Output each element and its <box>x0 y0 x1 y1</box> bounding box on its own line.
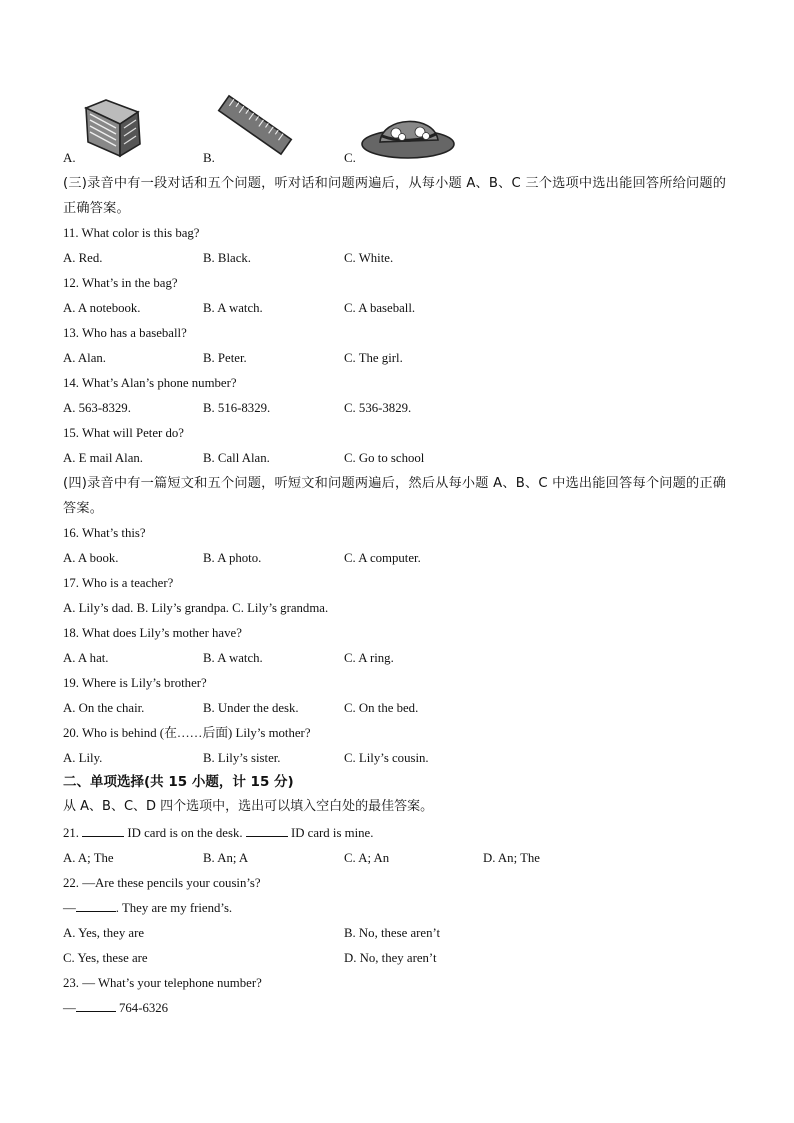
option-c[interactable]: C. A; An <box>344 851 390 865</box>
question-12-options <box>63 299 763 317</box>
question-17: 17. Who is a teacher? <box>63 576 174 590</box>
question-21 <box>63 824 373 842</box>
picture-options-row <box>0 88 794 168</box>
question-18: 18. What does Lily’s mother have? <box>63 626 242 640</box>
question-15-options <box>63 449 763 467</box>
option-a[interactable]: A. Yes, they are <box>63 926 145 940</box>
question-19: 19. Where is Lily’s brother? <box>63 676 207 690</box>
ruler-icon <box>215 90 295 160</box>
option-c[interactable]: C. Go to school <box>344 451 425 465</box>
question-20: 20. Who is behind (在……后面) Lily’s mother? <box>63 726 311 740</box>
answer-blank[interactable] <box>82 824 124 837</box>
answer-text: . They are my friend’s. <box>115 901 233 915</box>
picture-option-a-label: A. <box>63 150 76 165</box>
question-22-options-row-1 <box>63 924 763 942</box>
question-13-options <box>63 349 763 367</box>
option-b[interactable]: B. A photo. <box>203 551 262 565</box>
question-21-options <box>63 849 763 867</box>
picture-option-c-label: C. <box>344 150 356 165</box>
option-a[interactable]: A. On the chair. <box>63 701 145 715</box>
option-d[interactable]: D. No, they aren’t <box>344 951 437 965</box>
option-a[interactable]: A. A notebook. <box>63 301 141 315</box>
dash: — <box>63 901 76 915</box>
option-b[interactable]: B. Call Alan. <box>203 451 270 465</box>
question-text: ID card is mine. <box>290 826 374 840</box>
answer-text: 764-6326 <box>115 1001 169 1015</box>
question-13: 13. Who has a baseball? <box>63 326 187 340</box>
question-14-options <box>63 399 763 417</box>
option-c[interactable]: C. Lily’s cousin. <box>344 751 429 765</box>
option-a[interactable]: A. Red. <box>63 251 103 265</box>
option-b[interactable]: B. No, these aren’t <box>344 926 441 940</box>
question-12: 12. What’s in the bag? <box>63 276 178 290</box>
picture-option-b-label: B. <box>203 150 215 165</box>
option-c[interactable]: C. A baseball. <box>344 301 416 315</box>
option-b[interactable]: B. A watch. <box>203 651 263 665</box>
option-d[interactable]: D. An; The <box>483 851 540 865</box>
option-b[interactable]: B. Black. <box>203 251 251 265</box>
option-c[interactable]: C. Yes, these are <box>63 951 148 965</box>
hat-icon <box>358 106 458 164</box>
book-icon <box>78 90 148 160</box>
dash: — <box>63 1001 76 1015</box>
question-15: 15. What will Peter do? <box>63 426 184 440</box>
question-22: 22. —Are these pencils your cousin’s? <box>63 876 261 890</box>
option-b[interactable]: B. Under the desk. <box>203 701 299 715</box>
question-22-answer-line <box>63 899 232 917</box>
option-a[interactable]: A. Lily. <box>63 751 103 765</box>
part-2-instruction: 从 A、B、C、D 四个选项中，选出可以填入空白处的最佳答案。 <box>63 799 434 814</box>
section-3-instruction: (三)录音中有一段对话和五个问题，听对话和问题两遍后，从每小题 A、B、C 三个选项中选出能回答所给问题的正确答案。 <box>63 176 727 216</box>
option-b[interactable]: B. A watch. <box>203 301 263 315</box>
question-18-options <box>63 649 763 667</box>
question-19-options <box>63 699 763 717</box>
option-a[interactable]: A. Alan. <box>63 351 107 365</box>
option-b[interactable]: B. Lily’s sister. <box>203 751 281 765</box>
option-b[interactable]: B. Peter. <box>203 351 247 365</box>
question-20-options <box>63 749 763 767</box>
question-text: ID card is on the desk. <box>127 826 243 840</box>
question-16-options <box>63 549 763 567</box>
option-c[interactable]: C. On the bed. <box>344 701 419 715</box>
option-c[interactable]: C. A ring. <box>344 651 394 665</box>
question-14: 14. What’s Alan’s phone number? <box>63 376 237 390</box>
question-number: 21. <box>63 826 79 840</box>
option-a[interactable]: A. A book. <box>63 551 119 565</box>
option-c[interactable]: C. 536-3829. <box>344 401 412 415</box>
question-23: 23. — What’s your telephone number? <box>63 976 262 990</box>
answer-blank[interactable] <box>76 899 116 912</box>
section-4-instruction: (四)录音中有一篇短文和五个问题，听短文和问题两遍后，然后从每小题 A、B、C 中选出能回答每个问题的正确答案。 <box>63 476 727 516</box>
option-b[interactable]: B. An; A <box>203 851 249 865</box>
option-c[interactable]: C. A computer. <box>344 551 421 565</box>
option-a[interactable]: A. 563-8329. <box>63 401 131 415</box>
question-22-options-row-2 <box>63 949 763 967</box>
option-c[interactable]: C. The girl. <box>344 351 403 365</box>
question-16: 16. What’s this? <box>63 526 146 540</box>
option-a[interactable]: A. A; The <box>63 851 114 865</box>
question-11: 11. What color is this bag? <box>63 226 200 240</box>
option-a[interactable]: A. A hat. <box>63 651 109 665</box>
question-17-options[interactable]: A. Lily’s dad. B. Lily’s grandpa. C. Lily’s grandma. <box>63 601 329 615</box>
question-11-options <box>63 249 763 267</box>
option-b[interactable]: B. 516-8329. <box>203 401 271 415</box>
answer-blank[interactable] <box>246 824 288 837</box>
question-23-answer-line <box>63 999 168 1017</box>
answer-blank[interactable] <box>76 999 116 1012</box>
option-c[interactable]: C. White. <box>344 251 394 265</box>
option-a[interactable]: A. E mail Alan. <box>63 451 143 465</box>
part-2-heading: 二、单项选择(共 15 小题，计 15 分) <box>63 774 294 790</box>
